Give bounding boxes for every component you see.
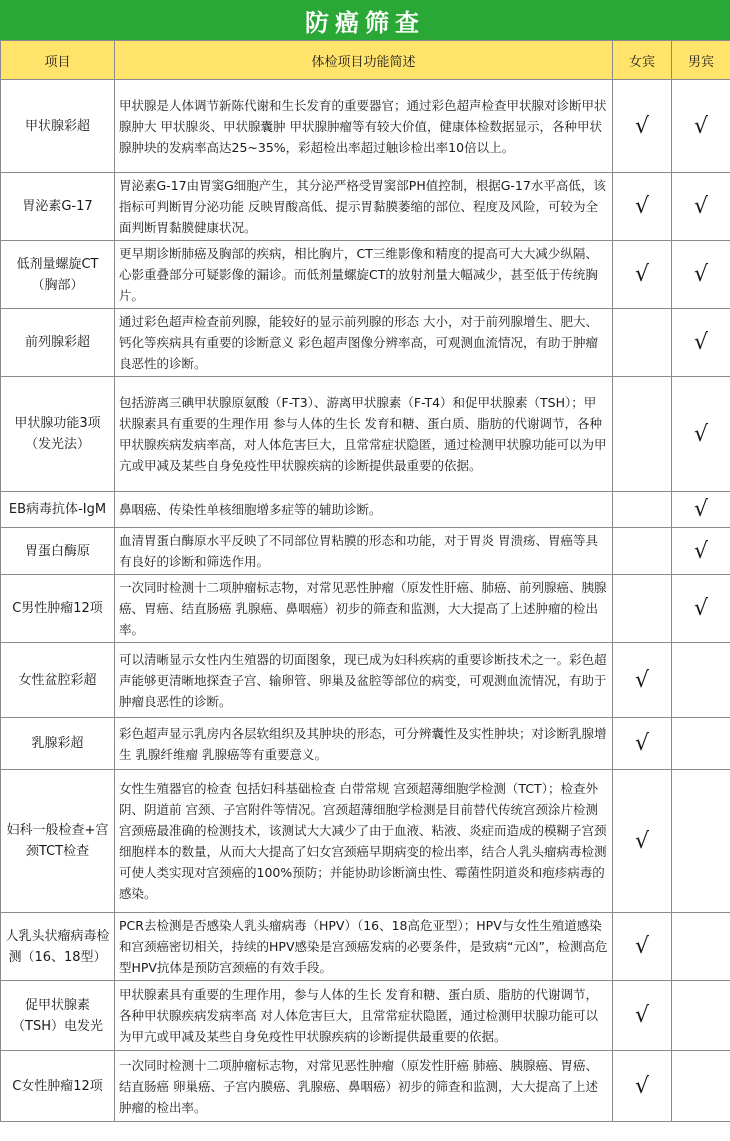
female-check: √ [613,913,672,981]
female-check [613,575,672,643]
table-row [1,1051,730,1122]
item-description: 胃泌素G-17由胃窦G细胞产生，其分泌严格受胃窦部PH值控制，根据G-17水平高低，该指标可判断胃分泌功能 反映胃酸高低、提示胃黏膜萎缩的部位、程度及风险，可较为全面判断胃黏膜健康状况。 [115,173,613,241]
female-check: √ [613,718,672,770]
header-desc: 体检项目功能简述 [115,41,613,80]
item-description: 甲状腺素具有重要的生理作用，参与人体的生长 发育和糖、蛋白质、脂肪的代谢调节，各种甲状腺疾病发病率高 对人体危害巨大，且常常症状隐匿，通过检测甲状腺功能可以为甲亢或甲减及某些自身免疫性甲状腺疾病的诊断提供最重要的依据。 [115,981,613,1051]
male-check: √ [672,309,730,377]
table-row [1,718,730,770]
female-check: √ [613,173,672,241]
item-name: 甲状腺彩超 [1,80,115,173]
item-description: 包括游离三碘甲状腺原氨酸（F-T3）、游离甲状腺素（F-T4）和促甲状腺素（TSH）；甲状腺素具有重要的生理作用 参与人体的生长 发育和糖、蛋白质、脂肪的代谢调节，各种甲状腺疾病发病率高，对人体危害巨大，且常常症状隐匿，通过检测甲状腺功能可以为甲亢或甲减及某些自身免疫性甲状腺疾病的诊断提供最重要的依据。 [115,377,613,492]
item-name: C男性肿瘤12项 [1,575,115,643]
table-row [1,241,730,309]
item-description: 可以清晰显示女性内生殖器的切面图象，现已成为妇科疾病的重要诊断技术之一。彩色超声能够更清晰地探查子宫、输卵管、卵巢及盆腔等部位的病变，可观测血流情况，有助于肿瘤良恶性的诊断。 [115,643,613,718]
female-check [613,377,672,492]
item-description: 通过彩色超声检查前列腺，能较好的显示前列腺的形态 大小，对于前列腺增生、肥大、钙化等疾病具有重要的诊断意义 彩色超声图像分辨率高，可观测血流情况，有助于肿瘤良恶性的诊断。 [115,309,613,377]
item-description: PCR去检测是否感染人乳头瘤病毒（HPV）（16、18高危亚型）；HPV与女性生殖道感染和宫颈癌密切相关，持续的HPV感染是宫颈癌发病的必要条件，是致病“元凶”，检测高危型HPV抗体是预防宫颈癌的有效手段。 [115,913,613,981]
table-row [1,981,730,1051]
item-description: 一次同时检测十二项肿瘤标志物，对常见恶性肿瘤（原发性肝癌、肺癌、前列腺癌、胰腺癌、胃癌、结直肠癌 乳腺癌、鼻咽癌）初步的筛查和监测，大大提高了上述肿瘤的检出率。 [115,575,613,643]
male-check [672,1051,730,1122]
female-check: √ [613,981,672,1051]
male-check [672,913,730,981]
female-check [613,528,672,575]
male-check [672,718,730,770]
male-check: √ [672,173,730,241]
item-name: EB病毒抗体-IgM [1,492,115,528]
table-row [1,173,730,241]
item-description: 鼻咽癌、传染性单核细胞增多症等的辅助诊断。 [115,492,613,528]
item-name: 前列腺彩超 [1,309,115,377]
male-check [672,981,730,1051]
item-name: 促甲状腺素（TSH）电发光 [1,981,115,1051]
table-row [1,309,730,377]
female-check: √ [613,1051,672,1122]
item-description: 更早期诊断肺癌及胸部的疾病，相比胸片，CT三维影像和精度的提高可大大减少纵隔、心影重叠部分可疑影像的漏诊。而低剂量螺旋CT的放射剂量大幅减少，甚至低于传统胸片。 [115,241,613,309]
item-description: 甲状腺是人体调节新陈代谢和生长发育的重要器官；通过彩色超声检查甲状腺对诊断甲状腺肿大 甲状腺炎、甲状腺囊肿 甲状腺肿瘤等有较大价值，健康体检数据显示，各种甲状腺肿块的发病率高达25~35%，彩超检出率超过触诊检出率10倍以上。 [115,80,613,173]
header-row [1,41,730,80]
male-check: √ [672,575,730,643]
item-description: 彩色超声显示乳房内各层软组织及其肿块的形态，可分辨囊性及实性肿块；对诊断乳腺增生 乳腺纤维瘤 乳腺癌等有重要意义。 [115,718,613,770]
page-title: 防癌筛查 [0,0,730,40]
male-check: √ [672,241,730,309]
table-row [1,80,730,173]
female-check: √ [613,241,672,309]
female-check [613,492,672,528]
header-female: 女宾 [613,41,672,80]
table-row [1,913,730,981]
male-check [672,770,730,913]
item-name: 女性盆腔彩超 [1,643,115,718]
item-description: 女性生殖器官的检查 包括妇科基础检查 白带常规 宫颈超薄细胞学检测（TCT）；检查外阴、阴道前 宫颈、子宫附件等情况。宫颈超薄细胞学检测是目前替代传统宫颈涂片检测宫颈癌最准确的检测技术，该测试大大减少了由于血液、粘液、炎症而造成的模糊子宫颈细胞样本的数量，从而大大提高了妇女宫颈癌早期病变的检出率，结合人乳头瘤病毒检测可使人类实现对宫颈癌的100%预防；并能协助诊断滴虫性、霉菌性阴道炎和疱疹病毒的感染。 [115,770,613,913]
screening-table [0,40,730,1122]
item-name: 甲状腺功能3项（发光法） [1,377,115,492]
item-name: 胃泌素G-17 [1,173,115,241]
item-name: 人乳头状瘤病毒检测（16、18型） [1,913,115,981]
table-row [1,643,730,718]
table-row [1,770,730,913]
table-row [1,528,730,575]
female-check: √ [613,643,672,718]
male-check: √ [672,528,730,575]
item-name: 乳腺彩超 [1,718,115,770]
male-check: √ [672,80,730,173]
item-description: 一次同时检测十二项肿瘤标志物，对常见恶性肿瘤（原发性肝癌 肺癌、胰腺癌、胃癌、结直肠癌 卵巢癌、子宫内膜癌、乳腺癌、鼻咽癌）初步的筛查和监测，大大提高了上述肿瘤的检出率。 [115,1051,613,1122]
item-description: 血清胃蛋白酶原水平反映了不同部位胃粘膜的形态和功能，对于胃炎 胃溃疡、胃癌等具有良好的诊断和筛选作用。 [115,528,613,575]
item-name: 妇科一般检查+宫颈TCT检查 [1,770,115,913]
item-name: 低剂量螺旋CT（胸部） [1,241,115,309]
table-row [1,575,730,643]
item-name: C女性肿瘤12项 [1,1051,115,1122]
male-check: √ [672,377,730,492]
header-male: 男宾 [672,41,730,80]
table-row [1,377,730,492]
female-check [613,309,672,377]
male-check: √ [672,492,730,528]
table-row [1,492,730,528]
female-check: √ [613,770,672,913]
male-check [672,643,730,718]
item-name: 胃蛋白酶原 [1,528,115,575]
female-check: √ [613,80,672,173]
header-item: 项目 [1,41,115,80]
